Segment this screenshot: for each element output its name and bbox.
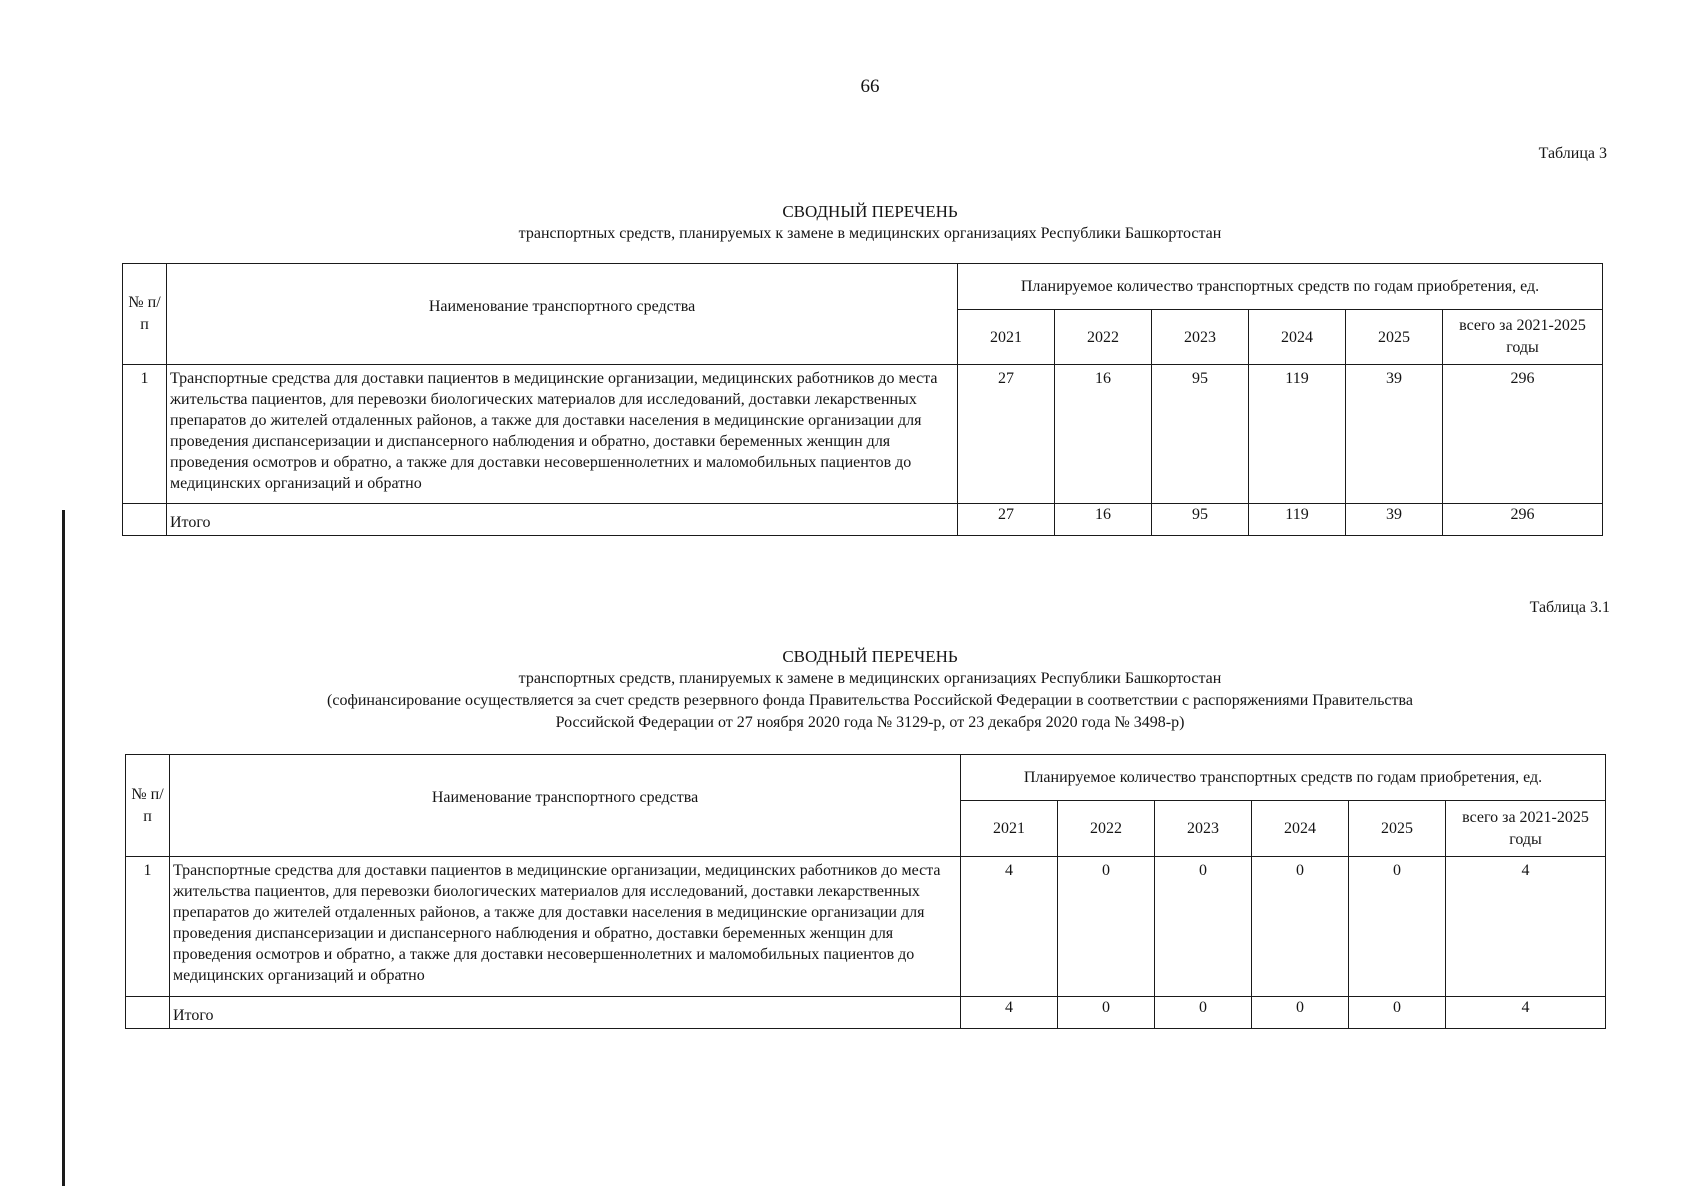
total-all-years: 296 bbox=[1443, 504, 1603, 536]
page-number: 66 bbox=[860, 76, 880, 97]
vehicle-description: Транспортные средства для доставки пациентов в медицинские организации, медицинских работников до места жительства пациентов, для перевозки биологических материалов для исследований, доставки лекарственных препаратов до жителей отдаленных районов, а также для доставки населения в медицинские организации для проведения диспансеризации и диспансерного наблюдения и обратно, доставки беременных женщин для проведения осмотров и обратно, а также для доставки несовершеннолетних и маломобильных пациентов до медицинских организаций и обратно bbox=[170, 857, 961, 997]
margin-line bbox=[62, 510, 65, 1186]
table-row bbox=[123, 365, 1603, 504]
value-2021: 4 bbox=[961, 857, 1058, 997]
column-header-name: Наименование транспортного средства bbox=[170, 755, 961, 857]
value-2023: 95 bbox=[1152, 365, 1249, 504]
value-2024: 119 bbox=[1249, 365, 1346, 504]
value-total: 296 bbox=[1443, 365, 1603, 504]
column-header-year: 2024 bbox=[1249, 310, 1346, 365]
total-2023: 95 bbox=[1152, 504, 1249, 536]
value-2022: 0 bbox=[1058, 857, 1155, 997]
total-2025: 0 bbox=[1349, 997, 1446, 1029]
value-2023: 0 bbox=[1155, 857, 1252, 997]
value-2021: 27 bbox=[958, 365, 1055, 504]
value-total: 4 bbox=[1446, 857, 1606, 997]
column-header-year: 2021 bbox=[961, 801, 1058, 857]
value-2022: 16 bbox=[1055, 365, 1152, 504]
total-2022: 0 bbox=[1058, 997, 1155, 1029]
summary-table bbox=[125, 754, 1606, 1029]
total-2023: 0 bbox=[1155, 997, 1252, 1029]
summary-table bbox=[122, 263, 1603, 536]
column-header-year: 2024 bbox=[1252, 801, 1349, 857]
row-number: 1 bbox=[126, 857, 170, 997]
vehicle-description: Транспортные средства для доставки пациентов в медицинские организации, медицинских работников до места жительства пациентов, для перевозки биологических материалов для исследований, доставки лекарственных препаратов до жителей отдаленных районов, а также для доставки населения в медицинские организации для проведения диспансеризации и диспансерного наблюдения и обратно, доставки беременных женщин для проведения осмотров и обратно, а также для доставки несовершеннолетних и маломобильных пациентов до медицинских организаций и обратно bbox=[167, 365, 958, 504]
table-subtitle: транспортных средств, планируемых к замене в медицинских организациях Республики Башкортостан bbox=[518, 670, 1222, 687]
column-group-header: Планируемое количество транспортных средств по годам приобретения, ед. bbox=[961, 755, 1606, 801]
total-2024: 119 bbox=[1249, 504, 1346, 536]
column-header-total: всего за 2021-2025 годы bbox=[1446, 801, 1606, 857]
column-header-year: 2021 bbox=[958, 310, 1055, 365]
column-header-year: 2023 bbox=[1155, 801, 1252, 857]
total-label: Итого bbox=[170, 997, 961, 1029]
column-header-year: 2023 bbox=[1152, 310, 1249, 365]
column-header-year: 2025 bbox=[1349, 801, 1446, 857]
value-2025: 0 bbox=[1349, 857, 1446, 997]
table-heading bbox=[240, 646, 1500, 734]
total-2024: 0 bbox=[1252, 997, 1349, 1029]
table-subtitle: транспортных средств, планируемых к замене в медицинских организациях Республики Башкортостан bbox=[518, 225, 1222, 242]
column-header-year: 2025 bbox=[1346, 310, 1443, 365]
column-group-header: Планируемое количество транспортных средств по годам приобретения, ед. bbox=[958, 264, 1603, 310]
column-header-name: Наименование транспортного средства bbox=[167, 264, 958, 365]
value-2025: 39 bbox=[1346, 365, 1443, 504]
total-2021: 27 bbox=[958, 504, 1055, 536]
column-header-no: № п/п bbox=[123, 264, 167, 365]
total-label: Итого bbox=[167, 504, 958, 536]
table-row bbox=[126, 857, 1606, 997]
value-2024: 0 bbox=[1252, 857, 1349, 997]
row-number: 1 bbox=[123, 365, 167, 504]
total-2021: 4 bbox=[961, 997, 1058, 1029]
column-header-total: всего за 2021-2025 годы bbox=[1443, 310, 1603, 365]
table-heading bbox=[240, 201, 1500, 245]
table-title: СВОДНЫЙ ПЕРЕЧЕНЬ bbox=[782, 647, 958, 666]
total-all-years: 4 bbox=[1446, 997, 1606, 1029]
total-2025: 39 bbox=[1346, 504, 1443, 536]
table-subtitle-note: Российской Федерации от 27 ноября 2020 года № 3129-р, от 23 декабря 2020 года № 3498-р) bbox=[555, 714, 1185, 731]
column-header-year: 2022 bbox=[1058, 801, 1155, 857]
table-title: СВОДНЫЙ ПЕРЕЧЕНЬ bbox=[782, 202, 958, 221]
total-2022: 16 bbox=[1055, 504, 1152, 536]
total-row bbox=[123, 504, 1603, 536]
table-label: Таблица 3.1 bbox=[1529, 599, 1610, 616]
total-row-number bbox=[126, 997, 170, 1029]
column-header-year: 2022 bbox=[1055, 310, 1152, 365]
total-row-number bbox=[123, 504, 167, 536]
table-subtitle-note: (софинансирование осуществляется за счет средств резервного фонда Правительства Российской Федерации в соответствии с распоряжениями Правительства bbox=[327, 692, 1413, 709]
table-label: Таблица 3 bbox=[1538, 145, 1607, 162]
column-header-no: № п/п bbox=[126, 755, 170, 857]
total-row bbox=[126, 997, 1606, 1029]
